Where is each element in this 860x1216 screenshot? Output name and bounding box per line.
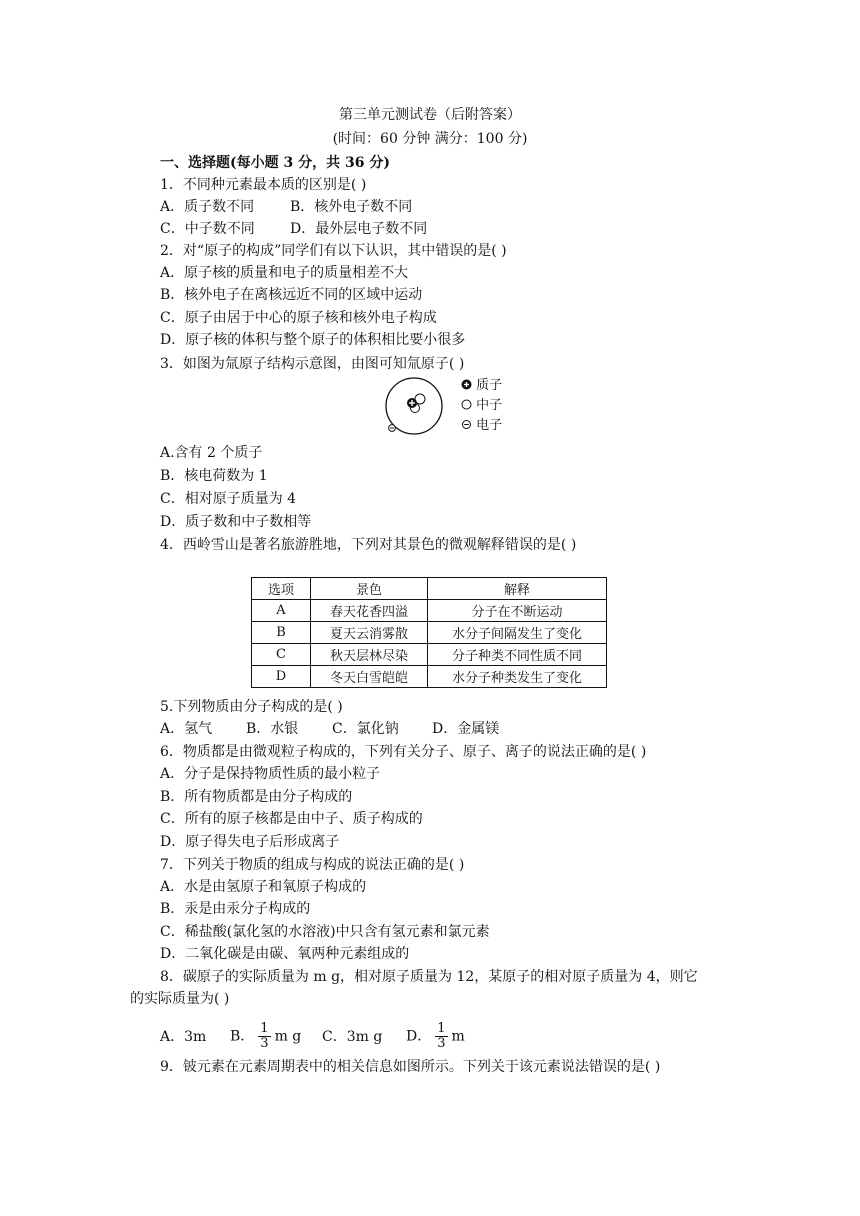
option-a: A．原子核的质量和电子的质量相差不大 [160,265,409,281]
question-1-options-row-1 [160,197,412,217]
legend-label: 中子 [476,398,503,413]
scenery-table [251,577,607,688]
question-8-stem-line-2: 的实际质量为( ) [130,991,230,1007]
table-header-row [252,578,607,600]
option-d: D．原子核的体积与整个原子的体积相比要小很多 [160,332,466,348]
atom-legend [461,376,502,436]
option-d: D．二氧化碳是由碳、氧两种元素组成的 [160,946,410,962]
option-b: B．所有物质都是由分子构成的 [160,789,353,805]
table-cell: 水分子种类发生了变化 [428,666,607,688]
option-b: B．水银 [246,721,299,737]
option-b: B． $\frac{1}{3}$ m g [230,1021,302,1051]
page-title: 第三单元测试卷（后附答案） [339,107,521,123]
question-2-stem: 2．对“原子的构成”同学们有以下认识，其中错误的是( ) [160,243,507,259]
table-header: 景色 [311,578,428,600]
tritium-atom-diagram [378,376,458,440]
option-d: D． $\frac{1}{3}$ m [406,1021,465,1051]
table-cell: 水分子间隔发生了变化 [428,622,607,644]
table-header: 选项 [252,578,311,600]
question-8-stem-line-1: 8．碳原子的实际质量为 m g，相对原子质量为 12，某原子的相对原子质量为 4，则它 [160,969,698,985]
table-cell: 分子种类不同性质不同 [428,644,607,666]
option-a: A．氢气 [160,721,213,737]
fraction: $\frac{1}{3}$ [437,1021,446,1051]
option-c: C．氯化钠 [332,721,399,737]
option-a: A.含有 2 个质子 [160,445,263,461]
question-4-stem: 4．西岭雪山是著名旅游胜地，下列对其景色的微观解释错误的是( ) [160,537,577,553]
table-row [252,600,607,622]
neutron-icon [461,399,472,410]
table-cell: D [252,666,311,688]
option-b: B．核外电子在离核远近不同的区域中运动 [160,287,423,303]
option-d: D．最外层电子数不同 [290,221,428,237]
option-c: C．稀盐酸(氯化氢的水溶液)中只含有氢元素和氯元素 [160,924,490,940]
proton-icon [461,379,472,390]
legend-item-neutron [461,396,502,416]
option-b: B．核外电子数不同 [290,199,413,215]
legend-item-electron [461,416,502,436]
table-header: 解释 [428,578,607,600]
question-5-stem: 5.下列物质由分子构成的是( ) [160,699,343,715]
question-7-stem: 7．下列关于物质的组成与构成的说法正确的是( ) [160,857,465,873]
option-b: B．汞是由汞分子构成的 [160,901,311,917]
question-6-stem: 6．物质都是由微观粒子构成的，下列有关分子、原子、离子的说法正确的是( ) [160,744,647,760]
option-b: B．核电荷数为 1 [160,468,268,484]
page-subtitle: (时间：60 分钟 满分：100 分) [332,131,528,147]
option-d: D．质子数和中子数相等 [160,514,312,530]
section-heading: 一、选择题(每小题 3 分，共 36 分) [160,155,390,171]
question-1-options-row-2 [160,219,427,239]
fraction: $\frac{1}{3}$ [260,1021,269,1051]
table-cell: 分子在不断运动 [428,600,607,622]
question-5-options [160,719,499,739]
table-cell: 冬天白雪皑皑 [311,666,428,688]
question-8-options [160,1022,465,1051]
legend-item-proton [461,376,502,396]
table-cell: 夏天云消雾散 [311,622,428,644]
option-c: C．3m g [322,1028,383,1045]
legend-label: 电子 [476,418,503,433]
table-cell: 秋天层林尽染 [311,644,428,666]
table-row [252,622,607,644]
option-a: A．分子是保持物质性质的最小粒子 [160,766,381,782]
electron-icon [461,419,472,430]
option-c: C．原子由居于中心的原子核和核外电子构成 [160,310,437,326]
table-cell: A [252,600,311,622]
table-row [252,666,607,688]
table-row [252,644,607,666]
table-cell: C [252,644,311,666]
option-c: C．中子数不同 [160,221,255,237]
option-d: D．原子得失电子后形成离子 [160,834,340,850]
option-a: A．水是由氢原子和氧原子构成的 [160,879,367,895]
option-d: D．金属镁 [432,721,500,737]
question-9-stem: 9．铍元素在元素周期表中的相关信息如图所示。下列关于该元素说法错误的是( ) [160,1059,661,1075]
legend-label: 质子 [476,378,503,393]
option-c: C．所有的原子核都是由中子、质子构成的 [160,811,423,827]
question-1-stem: 1．不同种元素最本质的区别是( ) [160,177,367,193]
option-c: C．相对原子质量为 4 [160,491,297,507]
option-a: A．3m [160,1028,207,1045]
question-3-stem: 3．如图为氚原子结构示意图，由图可知氚原子( ) [160,356,465,372]
option-a: A．质子数不同 [160,199,255,215]
table-cell: 春天花香四溢 [311,600,428,622]
table-cell: B [252,622,311,644]
